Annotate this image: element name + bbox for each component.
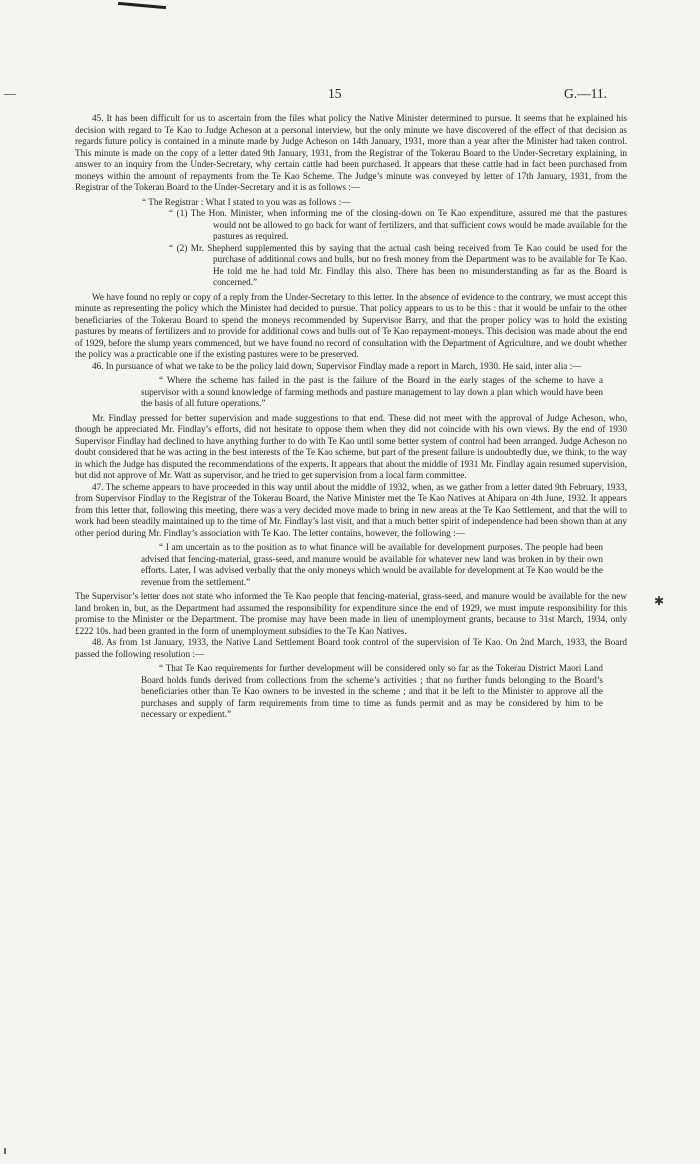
quoted-minute-point-1: “ (1) The Hon. Minister, when informing me of the closing-down on Te Kao expenditure, assured me that the pastures would not be allowed to go back for want of fertilizers, and that sufficient cows would be made available for the pastures as required. — [169, 208, 627, 241]
paragraph-48: 48. As from 1st January, 1933, the Native Land Settlement Board took control of the supervision of Te Kao. On 2nd March, 1933, the Board passed the following resolution :— — [75, 637, 627, 659]
document-reference: G.—11. — [564, 86, 607, 101]
margin-star: ✱ — [654, 594, 665, 608]
quoted-minute-point-2: “ (2) Mr. Shepherd supplemented this by saying that the actual cash being received from Te Kao could be used for the purchase of additional cows and bulls, but no fresh money from the Department was to be available for Te Kao. He told me he had told Mr. Findlay this also. There has been no misunderstanding as far as the Board is concerned.” — [169, 242, 627, 287]
paragraph-policy: We have found no reply or copy of a reply from the Under-Secretary to this letter. In the absence of evidence to the contrary, we must accept this minute as representing the policy which the Minister had decided to pursue. That policy appears to us to be this : that it would be unfair to the other beneficiaries of the Tokerau Board to spend the moneys recommended by Supervisor Barry, and that the proper policy was to hold the existing pastures by means of fertilizers and to provide for additional cows and bulls out of Te Kao repayment-moneys. This decision was made about the end of 1929, before the slump years commenced, but we have found no record of consultation with the Department of Agriculture, and we doubt whether the policy was a practicable one if the existing pastures were to be preserved. — [75, 291, 627, 359]
page-number: 15 — [328, 86, 342, 101]
paragraph-47: 47. The scheme appears to have proceeded in this way until about the middle of 1932, when, as we gather from a letter dated 9th February, 1933, from Supervisor Findlay to the Registrar of the Tokerau Board, the Native Minister met the Te Kao Natives at Ahipara on 4th June, 1932. It appears from this letter that, following this meeting, there was a very decided move made to bring in new areas at the Te Kao Settlement, and that the will to work had been steadily maintained up to the time of Mr. Findlay’s last visit, and that a much better spirit of independence had been shown than at any other period during Mr. Findlay’s association with Te Kao. The letter contains, however, the following :— — [75, 481, 627, 538]
scan-mark — [118, 2, 166, 9]
paragraph-45: 45. It has been difficult for us to ascertain from the files what policy the Native Minister determined to pursue. It seems that he explained his decision with regard to Te Kao to Judge Acheson at a personal interview, but the only minute we have discovered of the effect of that decision as regards future policy is contained in a minute made by Judge Acheson on 14th January, 1931, more than a year after the Minister had taken control. This minute is made on the copy of a letter dated 9th January, 1931, from the Registrar of the Tokerau Board to the Under-Secretary explaining, in answer to an inquiry from the Under-Secretary, why certain cattle had been purchased. It appears that these cattle had in fact been purchased from moneys within the amount of repayments from the Te Kao Scheme. The Judge’s minute was conveyed by letter of 17th January, 1931, from the Registrar of the Tokerau Board to the Under-Secretary and it is as follows :— — [75, 113, 627, 192]
quoted-findlay-report: “ Where the scheme has failed in the past is the failure of the Board in the early stages of the scheme to have a supervisor with a sound knowledge of farming methods and pasture management to lay down a plan which would have been the basis of all future operations.” — [141, 375, 603, 408]
quoted-findlay-letter: “ I am uncertain as to the position as to what finance will be available for development purposes. The people had been advised that fencing-material, grass-seed, and manure would be available for whatever new land was broken in by their own efforts. Later, I was advised verbally that the only moneys which would be available for development at Te Kao would be the revenue from the settlement.” — [141, 542, 603, 587]
paragraph-supervisor-letter: The Supervisor’s letter does not state who informed the Te Kao people that fencing-material, grass-seed, and manure would be available for the new land broken in, but, as the Department had assumed the responsibility for expenditure since the end of 1929, we must impute responsibility for this promise to the Minister or the Department. The promise may have been made in lieu of unemployment grants, because to 31st March, 1934, only £222 10s. had been granted in the form of unemployment subsidies to the Te Kao Natives. — [75, 591, 627, 636]
paragraph-findlay-supervision: Mr. Findlay pressed for better supervision and made suggestions to that end. These did not meet with the approval of Judge Acheson, who, though he appreciated Mr. Findlay’s efforts, did not hesitate to oppose them when they did not coincide with his own views. By the end of 1930 Supervisor Findlay had declined to have anything further to do with Te Kao until some better system of control had been arranged. Judge Acheson no doubt considered that he was acting in the best interests of the Te Kao scheme, but part of the present failure is undoubtedly due, we think, to the way in which the Judge has disputed the recommendations of the experts. It appears that about the middle of 1931 Mr. Findlay again resumed supervision, but did not approve of Mr. Watt as supervisor, and he tried to get supervision from a local farm committee. — [75, 412, 627, 480]
paragraph-46: 46. In pursuance of what we take to be the policy laid down, Supervisor Findlay made a report in March, 1930. He said, inter alia :— — [92, 360, 582, 371]
margin-dot — [4, 1148, 6, 1154]
quoted-board-resolution: “ That Te Kao requirements for further development will be considered only so far as the Tokerau District Maori Land Board holds funds derived from collections from the scheme’s activities ; that no further funds belonging to the Board’s beneficiaries other than Te Kao owners to be invested in the scheme ; and that it be left to the Minister to approve all the purchases and supply of farm requirements from time to time as funds permit and as may be considered by him to be necessary or expedient.” — [141, 663, 603, 719]
quoted-minute-intro: “ The Registrar : What I stated to you was as follows :— — [142, 196, 351, 207]
body-text — [75, 113, 627, 721]
page-header — [0, 86, 700, 106]
